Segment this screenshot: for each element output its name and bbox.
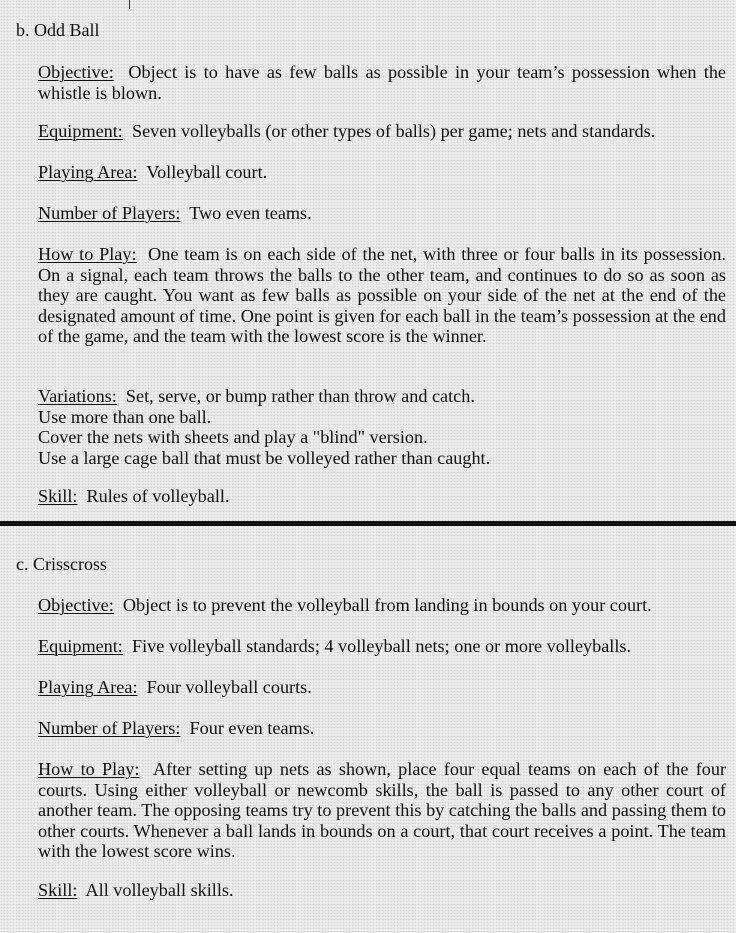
how-to-play-label: How to Play:	[38, 244, 137, 264]
objective-label: Objective:	[38, 595, 114, 615]
how-to-play-text: After setting up nets as shown, place four equal teams on each of the four courts. Using either volleyball or newcomb skills, the ball is passed to any other court of another team. The opposing teams try to prevent this by catching the balls and passing them to other courts. Whenever a ball lands in bounds on a court, that court receives a point. The team with the lowest score wins.	[38, 759, 726, 861]
skill-label: Skill:	[38, 486, 78, 506]
odd-ball-playing-area	[38, 162, 726, 183]
playing-area-text: Volleyball court.	[146, 162, 268, 182]
players-text: Four even teams.	[189, 718, 315, 738]
section-divider	[0, 521, 736, 526]
skill-label: Skill:	[38, 880, 78, 900]
equipment-text: Five volleyball standards; 4 volleyball nets; one or more volleyballs.	[131, 636, 632, 656]
playing-area-label: Playing Area:	[38, 162, 138, 182]
odd-ball-how-to-play	[38, 244, 726, 347]
odd-ball-title: b. Odd Ball	[16, 20, 100, 40]
odd-ball-skill	[38, 486, 726, 507]
crisscross-objective	[38, 595, 726, 616]
skill-text: All volleyball skills.	[85, 880, 234, 900]
how-to-play-text: One team is on each side of the net, with three or four balls in its possession. On a signal, each team throws the balls to the other team, and continues to do so as soon as they are caught. You want as few balls as possible on your side of the net at the end of the designated amount of time. One point is given for each ball in the team’s possession at the end of the game, and the team with the lowest score is the winner.	[38, 244, 727, 346]
odd-ball-variations	[38, 386, 726, 468]
variation-line: Cover the nets with sheets and play a "blind" version.	[38, 427, 428, 447]
skill-text: Rules of volleyball.	[86, 486, 230, 506]
objective-label: Objective:	[38, 62, 114, 82]
equipment-label: Equipment:	[38, 121, 123, 141]
players-label: Number of Players:	[38, 718, 181, 738]
variation-line: Use a large cage ball that must be volleyed rather than caught.	[38, 447, 491, 468]
crisscross-equipment	[38, 636, 726, 657]
odd-ball-number-of-players	[38, 203, 726, 224]
odd-ball-objective	[38, 62, 726, 103]
objective-text: Object is to prevent the volleyball from landing in bounds on your court.	[122, 595, 652, 615]
objective-text: Object is to have as few balls as possible in your team’s possession when the whistle is blown.	[38, 62, 726, 103]
how-to-play-label: How to Play:	[38, 759, 140, 779]
variations-label: Variations:	[38, 386, 117, 406]
scan-mark	[129, 0, 130, 9]
odd-ball-equipment	[38, 121, 726, 142]
variation-line: Use more than one ball.	[38, 406, 212, 427]
crisscross-how-to-play	[38, 759, 726, 862]
playing-area-text: Four volleyball courts.	[146, 677, 312, 697]
crisscross-playing-area	[38, 677, 726, 698]
players-label: Number of Players:	[38, 203, 181, 223]
equipment-label: Equipment:	[38, 636, 123, 656]
crisscross-skill	[38, 880, 726, 901]
equipment-text: Seven volleyballs (or other types of balls) per game; nets and standards.	[131, 121, 656, 141]
variation-text: Set, serve, or bump rather than throw and catch.	[125, 386, 475, 406]
players-text: Two even teams.	[189, 203, 312, 223]
crisscross-title: c. Crisscross	[16, 554, 107, 574]
playing-area-label: Playing Area:	[38, 677, 138, 697]
crisscross-number-of-players	[38, 718, 726, 739]
variation-line	[38, 386, 726, 407]
